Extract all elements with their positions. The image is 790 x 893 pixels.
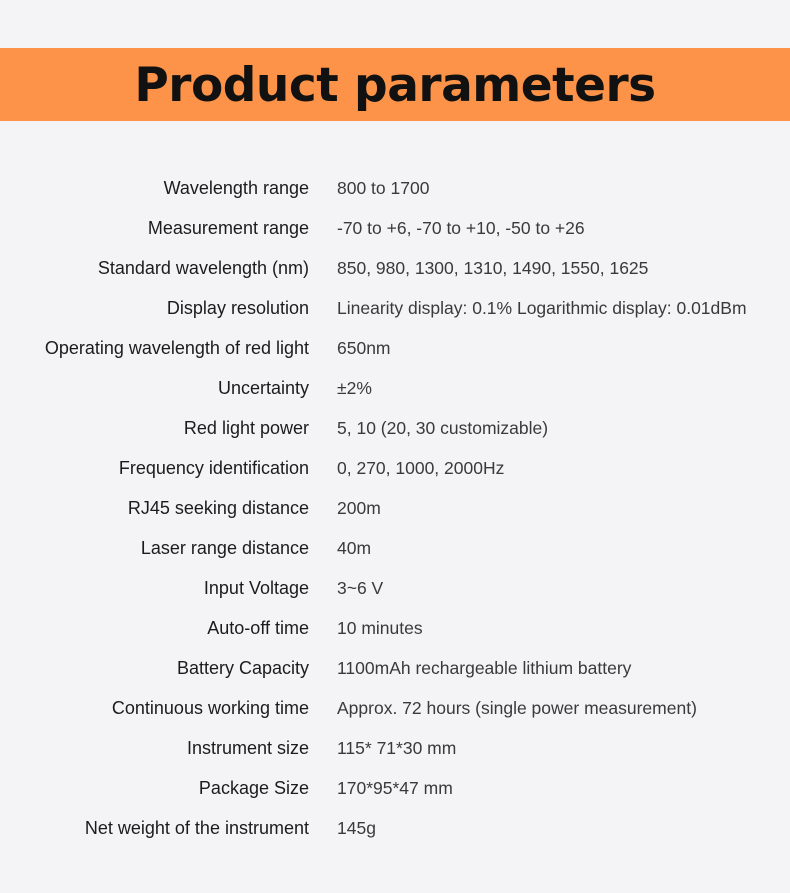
parameter-value: 170*95*47 mm <box>337 777 453 798</box>
parameter-value: 5, 10 (20, 30 customizable) <box>337 417 549 438</box>
parameter-label: Continuous working time <box>111 697 309 718</box>
parameter-row <box>0 328 790 368</box>
parameter-label: Package Size <box>198 777 309 798</box>
parameter-row <box>0 768 790 808</box>
parameter-value: Linearity display: 0.1% Logarithmic display: 0.01dBm <box>337 297 747 318</box>
parameter-value: 800 to 1700 <box>337 177 430 198</box>
parameter-label: Auto-off time <box>207 617 309 638</box>
parameter-value: 115* 71*30 mm <box>337 737 457 758</box>
parameter-label: Red light power <box>183 417 309 438</box>
parameter-row <box>0 368 790 408</box>
parameter-label: Measurement range <box>147 217 309 238</box>
parameter-label: Laser range distance <box>140 537 309 558</box>
parameter-value: 40m <box>337 537 372 558</box>
parameter-label: Uncertainty <box>217 377 309 398</box>
parameter-row <box>0 608 790 648</box>
parameter-row <box>0 688 790 728</box>
parameter-row <box>0 568 790 608</box>
parameter-row <box>0 168 790 208</box>
parameter-row <box>0 648 790 688</box>
parameter-value: 850, 980, 1300, 1310, 1490, 1550, 1625 <box>337 257 649 278</box>
parameter-label: Frequency identification <box>118 457 309 478</box>
parameter-value: 1100mAh rechargeable lithium battery <box>337 657 632 678</box>
parameter-row <box>0 728 790 768</box>
page-title: Product parameters <box>134 58 656 113</box>
parameter-value: 145g <box>337 817 376 838</box>
parameter-label: RJ45 seeking distance <box>127 497 309 518</box>
parameter-value: Approx. 72 hours (single power measurement) <box>337 697 697 718</box>
parameter-row <box>0 488 790 528</box>
parameter-row <box>0 248 790 288</box>
parameter-label: Input Voltage <box>203 577 309 598</box>
parameter-row <box>0 208 790 248</box>
parameter-row <box>0 808 790 848</box>
parameter-label: Standard wavelength (nm) <box>97 257 309 278</box>
parameter-label: Display resolution <box>166 297 309 318</box>
parameter-value: 3~6 V <box>337 577 384 598</box>
parameter-label: Battery Capacity <box>176 657 309 678</box>
parameter-value: -70 to +6, -70 to +10, -50 to +26 <box>337 217 585 238</box>
parameters-table <box>0 168 790 848</box>
parameter-row <box>0 408 790 448</box>
parameter-value: 650nm <box>337 337 391 358</box>
parameter-value: 0, 270, 1000, 2000Hz <box>337 457 505 478</box>
parameter-row <box>0 288 790 328</box>
parameter-value: 10 minutes <box>337 617 423 638</box>
parameter-row <box>0 528 790 568</box>
parameter-row <box>0 448 790 488</box>
title-banner <box>0 48 790 121</box>
parameter-value: ±2% <box>337 377 372 398</box>
parameter-label: Wavelength range <box>163 177 309 198</box>
parameter-label: Operating wavelength of red light <box>44 337 309 358</box>
parameter-label: Instrument size <box>186 737 309 758</box>
parameter-value: 200m <box>337 497 381 518</box>
parameter-label: Net weight of the instrument <box>84 817 309 838</box>
